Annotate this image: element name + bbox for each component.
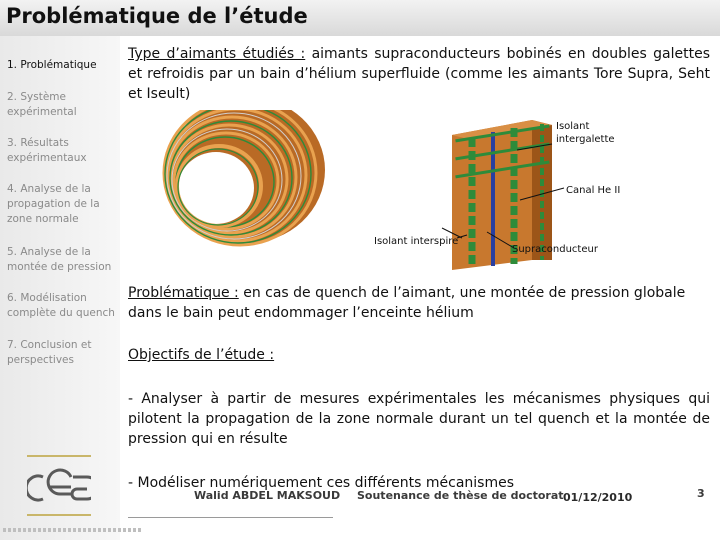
cea-logo [27,465,91,511]
sidebar-item-pression[interactable]: 5. Analyse de la montée de pression [7,246,112,273]
label-canal-he: Canal He II [566,185,621,196]
sidebar-item-resultats[interactable]: 3. Résultats expérimentaux [7,137,87,164]
problem-label: Problématique : [128,285,239,301]
problem-paragraph [128,283,710,323]
sidebar-footer-text [3,528,143,532]
footer-line-left [128,517,333,518]
intro-paragraph [128,44,710,104]
label-isolant-intergalette: Isolant intergalette [556,121,615,145]
intro-label: Type d’aimants étudiés : [128,46,306,62]
footer-event: Soutenance de thèse de doctorat [357,489,564,502]
sidebar-item-conclusion[interactable]: 7. Conclusion et perspectives [7,339,92,366]
label-isolant-interspire: Isolant interspire [374,236,459,247]
objectives-heading: Objectifs de l’étude : [128,347,275,363]
footer-page-number: 3 [697,487,705,500]
footer-date: 01/12/2010 [563,491,633,504]
sidebar-item-problematique[interactable]: 1. Problématique [7,59,97,71]
footer-author: Walid ABDEL MAKSOUD [194,489,341,502]
page-title: Problématique de l’étude [6,4,308,28]
intro-text: aimants supraconducteurs bobinés en doubles galettes et refroidis par un bain d’hélium superfluide (comme les aimants Tore Supra, Seht et Iseult) [128,46,710,102]
label-supraconducteur: Supraconducteur [512,244,598,255]
logo-top-bar [27,455,91,457]
sidebar-item-modelisation[interactable]: 6. Modélisation complète du quench [7,292,115,319]
sidebar-item-systeme[interactable]: 2. Système expérimental [7,91,77,118]
title-bar [0,0,720,36]
objective-item-1: - Analyser à partir de mesures expérimentales les mécanismes physiques qui pilotent la propagation de la zone normale durant un tel quench et la montée de pression qui en résulte [128,391,710,447]
objective-item-2: - Modéliser numériquement ces différents mécanismes [128,475,515,491]
problem-text: en cas de quench de l’aimant, une montée de pression globale dans le bain peut endommager l’enceinte hélium [128,285,686,321]
coil-illustration [164,110,325,245]
logo-bottom-bar [27,514,91,516]
sidebar-item-propagation[interactable]: 4. Analyse de la propagation de la zone normale [7,183,100,225]
